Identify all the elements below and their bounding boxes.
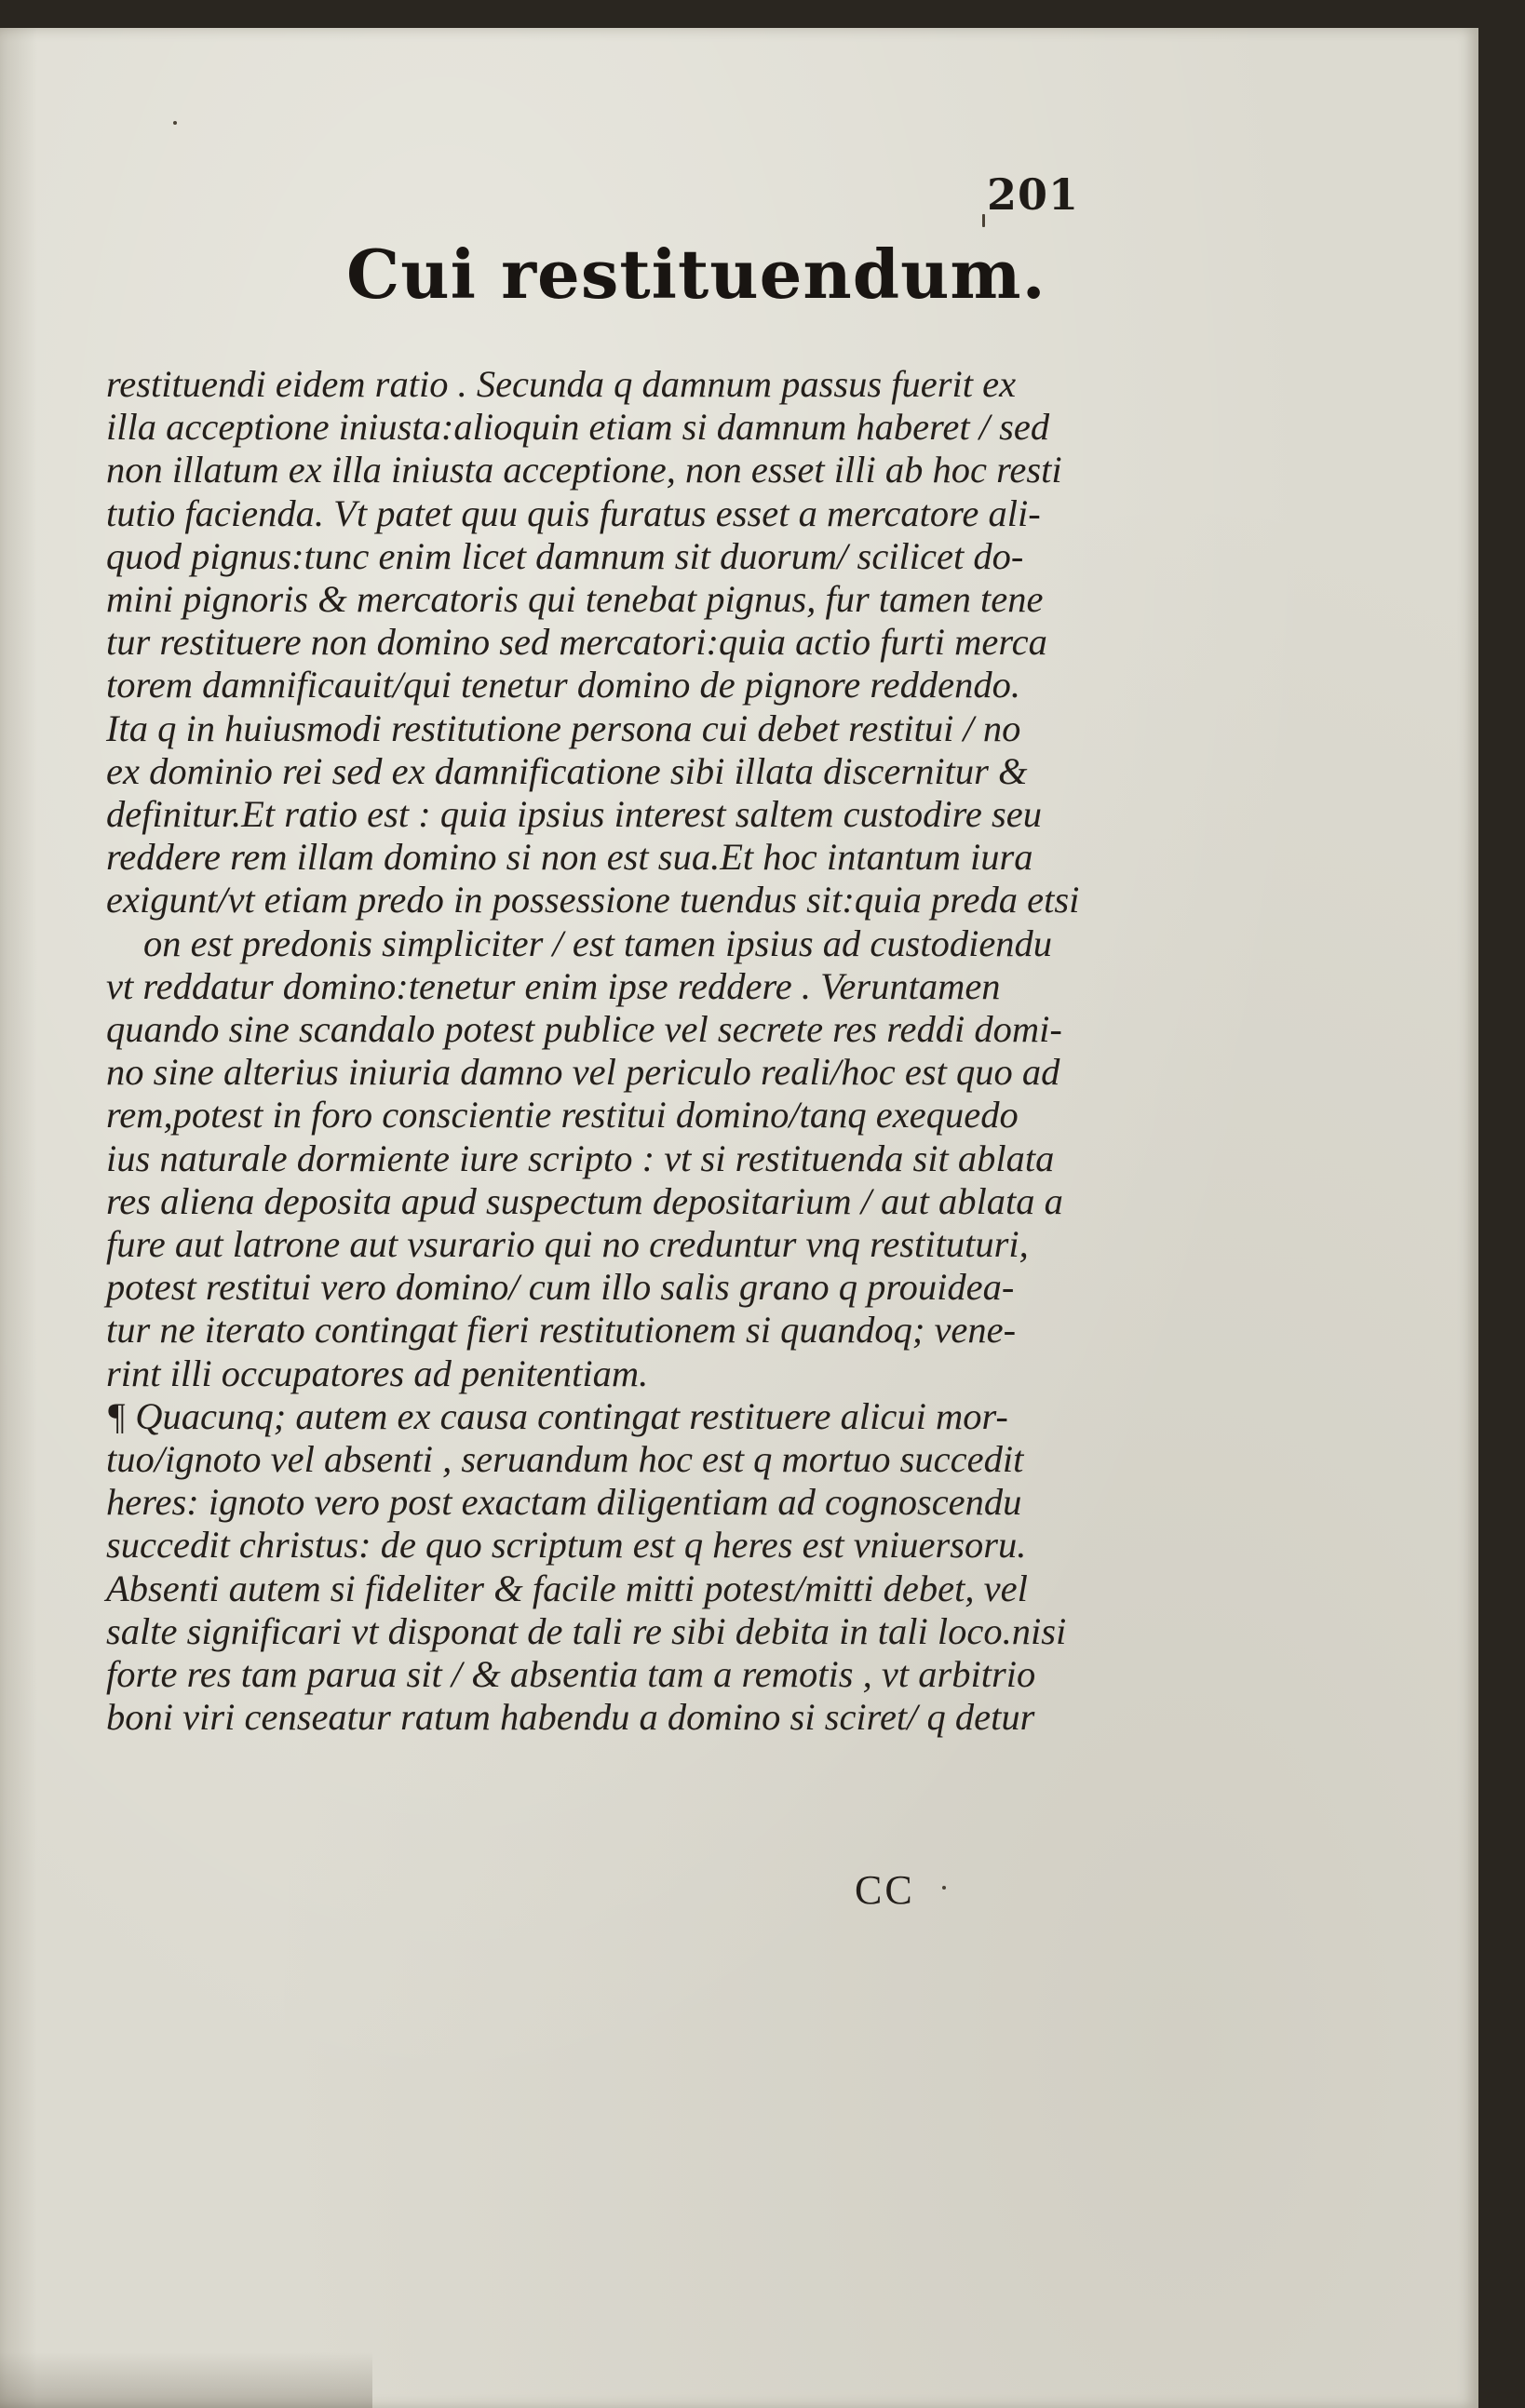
ink-mark [982,214,985,227]
text-line: definitur.Et ratio est : quia ipsius interest saltem custodire seu [106,793,1042,836]
text-line: quod pignus:tunc enim licet damnum sit duorum/ scilicet do- [106,534,1024,577]
text-line: res aliena deposita apud suspectum depositarium / aut ablata a [106,1179,1063,1222]
ink-speck [942,1886,946,1890]
page-edge-wear [0,2352,372,2408]
text-line: potest restitui vero domino/ cum illo salis grano q prouidea- [106,1266,1015,1309]
text-line: ius naturale dormiente iure scripto : vt si restituenda sit ablata [106,1137,1055,1179]
text-line: tutio facienda. Vt patet quu quis furatus esset a mercatore ali- [106,491,1041,534]
text-line: restituendi eidem ratio . Secunda q damnum passus fuerit ex [106,363,1017,405]
text-line: tuo/ignoto vel absenti , seruandum hoc est q mortuo succedit [106,1438,1024,1481]
running-head: Cui restituendum. [346,235,1046,314]
ink-speck [173,121,177,125]
text-line: Absenti autem si fideliter & facile mitti potest/mitti debet, vel [106,1567,1028,1609]
text-line: fure aut latrone aut vsurario qui no creduntur vnq restituturi, [106,1223,1029,1266]
book-page [0,28,1478,2408]
text-block [106,363,1080,1740]
gutter-shadow [0,28,37,2408]
text-line: no sine alterius iniuria damno vel periculo reali/hoc est quo ad [106,1051,1060,1094]
text-line: ex dominio rei sed ex damnificatione sibi illata discernitur & [106,749,1028,792]
text-line: rem,potest in foro conscientie restitui domino/tanq exequedo [106,1094,1019,1137]
text-line: rint illi occupatores ad penitentiam. [106,1352,649,1394]
text-line: mini pignoris & mercatoris qui tenebat pignus, fur tamen tene [106,578,1044,621]
text-line: exigunt/vt etiam predo in possessione tuendus sit:quia preda etsi [106,879,1080,921]
text-line: on est predonis simpliciter / est tamen ipsius ad custodiendu [143,921,1053,964]
text-line: Ita q in huiusmodi restitutione persona cui debet restitui / no [106,706,1021,749]
text-line: forte res tam parua sit / & absentia tam a remotis , vt arbitrio [106,1653,1036,1696]
text-line: reddere rem illam domino si non est sua.Et hoc intantum iura [106,836,1033,879]
paragraph-1 [106,363,1080,1395]
text-line: boni viri censeatur ratum habendu a domino si sciret/ q detur [106,1696,1035,1739]
text-line: succedit christus: de quo scriptum est q heres est vniuersoru. [106,1524,1027,1567]
signature-mark: CC [855,1867,915,1913]
text-line: illa acceptione iniusta:alioquin etiam si damnum haberet / sed [106,406,1050,449]
text-line: heres: ignoto vero post exactam diligentiam ad cognoscendu [106,1481,1022,1524]
folio-number: 201 [987,169,1080,220]
text-line: vt reddatur domino:tenetur enim ipse reddere . Veruntamen [106,964,1001,1007]
text-line: non illatum ex illa iniusta acceptione, non esset illi ab hoc resti [106,449,1062,491]
text-line: torem damnificauit/qui tenetur domino de pignore reddendo. [106,664,1020,706]
paragraph-2 [106,1395,1074,1740]
text-line: quando sine scandalo potest publice vel secrete res reddi domi- [106,1008,1062,1051]
text-line: tur ne iterato contingat fieri restitutionem si quandoq; vene- [106,1309,1017,1352]
text-line: salte significari vt disponat de tali re sibi debita in tali loco.nisi [106,1609,1067,1652]
text-line-pilcrow: ¶ Quacunq; autem ex causa contingat restituere alicui mor- [106,1394,1008,1437]
text-line: tur restituere non domino sed mercatori:quia actio furti merca [106,621,1047,664]
